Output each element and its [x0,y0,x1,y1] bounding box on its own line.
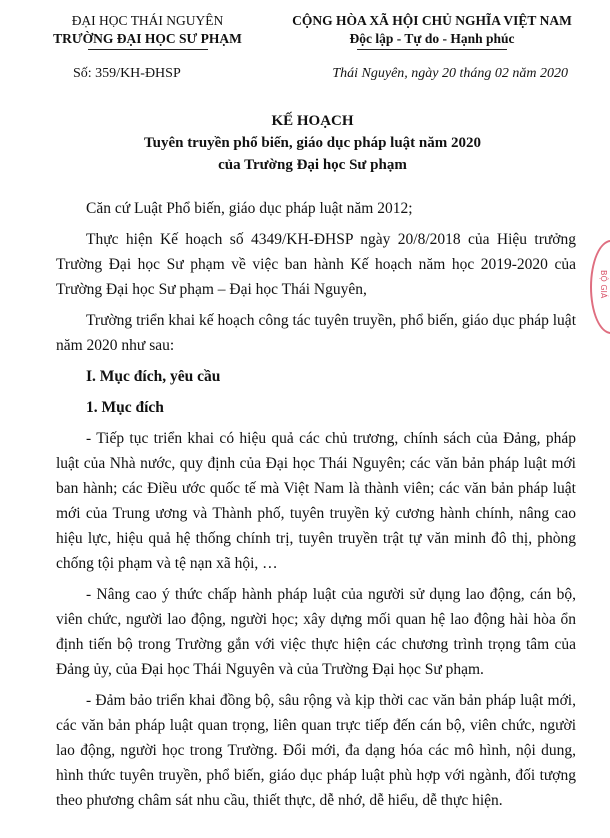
paragraph-implementation: Thực hiện Kế hoạch số 4349/KH-ĐHSP ngày 20/8/2018 của Hiệu trưởng Trường Đại học Sư phạm về việc ban hành Kế hoạch năm học 2019-2020 của Trường Đại học Sư phạm – Đại học Thái Nguyên, [56,231,576,298]
issuing-agency: TRƯỜNG ĐẠI HỌC SƯ PHẠM [53,31,242,46]
document-date: Thái Nguyên, ngày 20 tháng 02 năm 2020 [332,66,568,81]
issuing-agency-header [40,12,255,50]
national-motto: Độc lập - Tự do - Hạnh phúc [349,31,515,46]
subsection-heading: 1. Mục đích [86,399,164,416]
parent-agency: ĐẠI HỌC THÁI NGUYÊN [71,13,224,28]
title-type: KẾ HOẠCH [271,113,354,129]
paragraph-legal-basis: Căn cứ Luật Phổ biến, giáo dục pháp luật năm 2012; [86,200,413,217]
document-body [56,196,576,819]
title-subject: Tuyên truyền phổ biến, giáo dục pháp luật năm 2020 [143,135,482,151]
paragraph-purpose-1: - Tiếp tục triển khai có hiệu quả các chủ trương, chính sách của Đảng, pháp luật của Nhà nước, quy định của Đại học Thái Nguyên; các văn bản pháp luật mới ban hành; các Điều ước quốc tế mà Việt Nam là thành viên; các văn bản pháp luật mới của Trung ương và Thành phố, tuyên truyền kỷ cương hành chính, nâng cao hiệu lực, hiệu quả hệ thống chính trị, tuyên truyền trật tự văn minh đô thị, phòng chống tội phạm và tệ nạn xã hội, … [56,430,576,572]
document-title [40,110,585,176]
stamp-text: BỘ GIÁ [599,270,608,299]
paragraph-purpose-3: - Đảm bảo triển khai đồng bộ, sâu rộng và kịp thời cac văn bản pháp luật mới, các văn bản pháp luật quan trọng, liên quan trực tiếp đến cán bộ, viên chức, người lao động, người học trong Trường. Đổi mới, đa dạng hóa các mô hình, nội dung, hình thức tuyên truyền, phổ biến, giáo dục pháp luật phù hợp với ngành, đối tượng theo phương châm sát nhu cầu, thiết thực, dễ nhớ, dễ hiểu, dễ thực hiện. [56,692,576,809]
national-header [282,12,582,50]
document-number: Số: 359/KH-ĐHSP [73,66,181,81]
country-name: CỘNG HÒA XÃ HỘI CHỦ NGHĨA VIỆT NAM [292,13,572,28]
agency-underline [88,49,208,50]
paragraph-plan-intro: Trường triển khai kế hoạch công tác tuyên truyền, phổ biến, giáo dục pháp luật năm 2020 như sau: [56,312,576,354]
paragraph-purpose-2: - Nâng cao ý thức chấp hành pháp luật của người sử dụng lao động, cán bộ, viên chức, người lao động, người học; xây dựng mối quan hệ lao động hài hòa ổn định tiến bộ trong Trường gắn với việc thực hiện các chương trình trọng tâm của Đảng ủy, của Đại học Thái Nguyên và của Trường Đại học Sư phạm. [56,586,576,678]
title-subject-2: của Trường Đại học Sư phạm [218,157,407,173]
motto-underline [357,49,507,50]
section-heading: I. Mục đích, yêu cầu [86,368,221,385]
